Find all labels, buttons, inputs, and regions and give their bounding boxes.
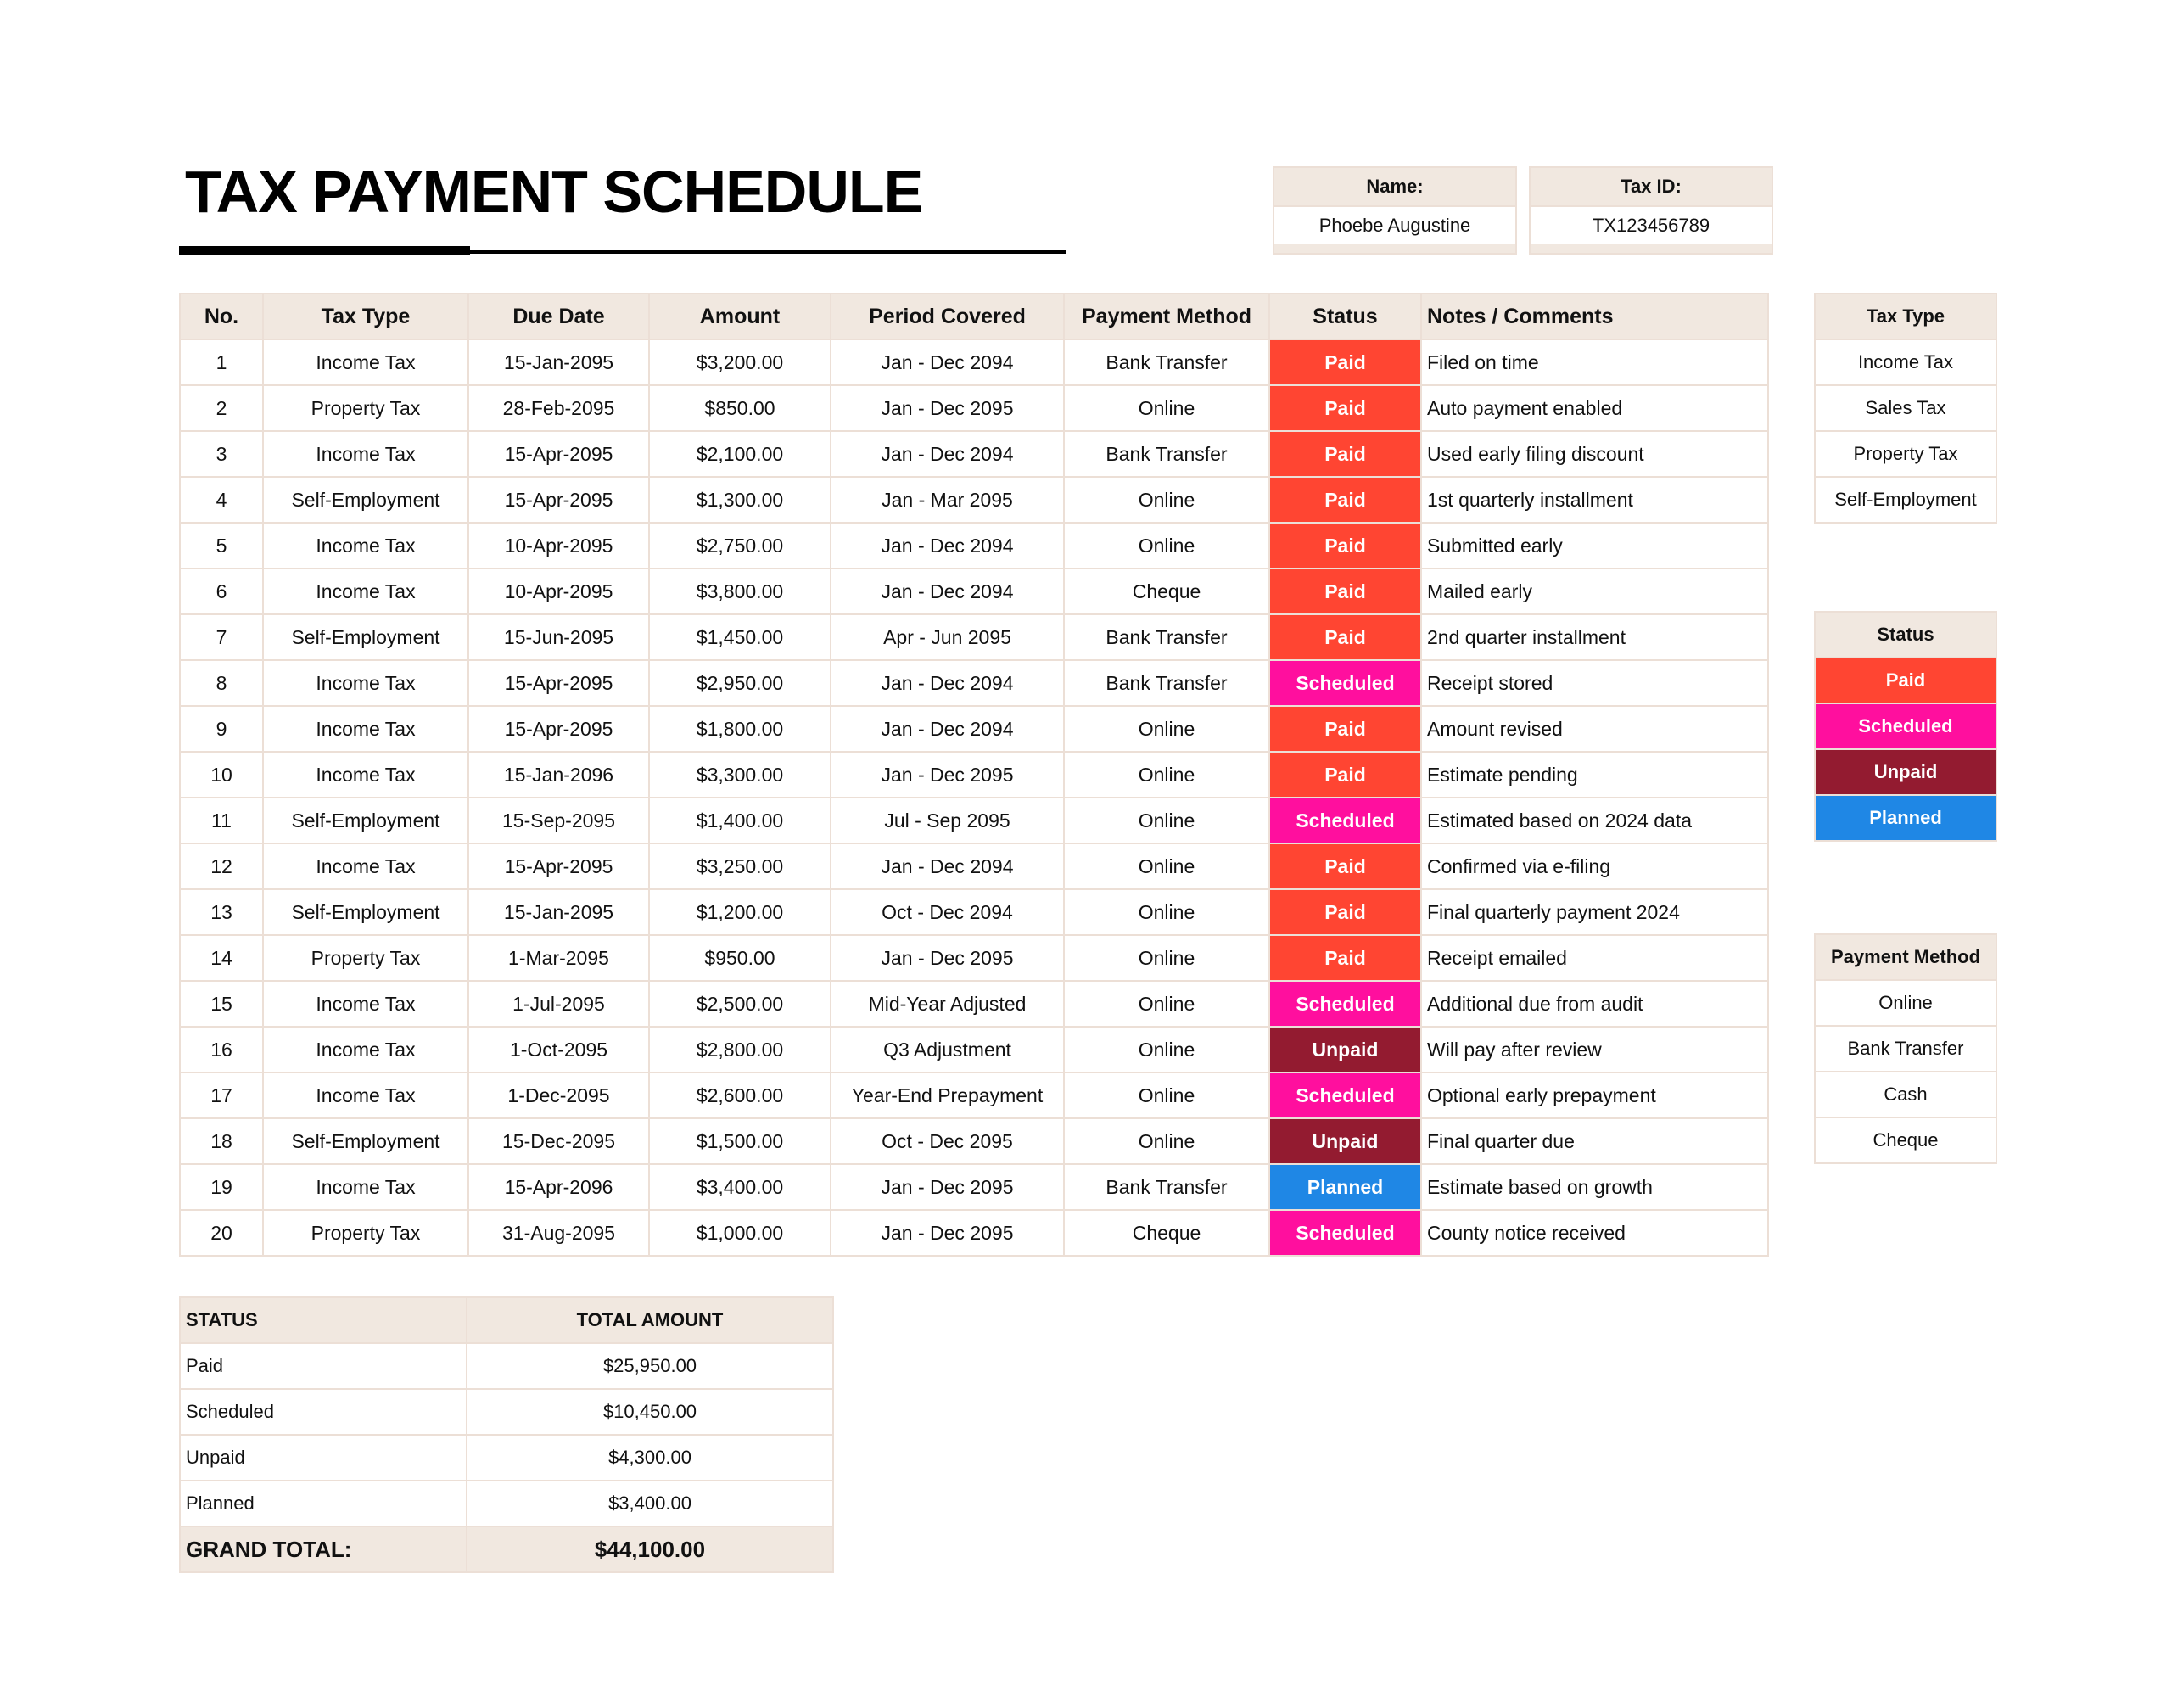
tax-type-option[interactable]: Self-Employment xyxy=(1815,477,1996,523)
cell-amount[interactable]: $950.00 xyxy=(649,935,831,981)
payment-method-option[interactable]: Cash xyxy=(1815,1072,1996,1117)
col-header-no: No. xyxy=(180,294,263,339)
cell-payment-method[interactable]: Bank Transfer xyxy=(1064,660,1269,706)
cell-status[interactable]: Paid xyxy=(1269,614,1421,660)
cell-status[interactable]: Scheduled xyxy=(1269,798,1421,843)
table-row xyxy=(180,1118,1768,1164)
cell-notes[interactable]: Receipt stored xyxy=(1421,660,1768,706)
cell-due-date[interactable]: 15-Jan-2096 xyxy=(468,752,649,798)
cell-payment-method[interactable]: Bank Transfer xyxy=(1064,339,1269,385)
cell-amount[interactable]: $2,950.00 xyxy=(649,660,831,706)
cell-amount[interactable]: $2,500.00 xyxy=(649,981,831,1027)
cell-no[interactable]: 18 xyxy=(180,1118,263,1164)
cell-notes[interactable]: Receipt emailed xyxy=(1421,935,1768,981)
cell-tax-type[interactable]: Income Tax xyxy=(263,752,468,798)
cell-tax-type[interactable]: Property Tax xyxy=(263,935,468,981)
cell-due-date[interactable]: 31-Aug-2095 xyxy=(468,1210,649,1256)
col-header-status: Status xyxy=(1269,294,1421,339)
cell-no[interactable]: 1 xyxy=(180,339,263,385)
cell-payment-method[interactable]: Online xyxy=(1064,889,1269,935)
cell-no[interactable]: 14 xyxy=(180,935,263,981)
cell-no[interactable]: 10 xyxy=(180,752,263,798)
cell-period[interactable]: Jan - Dec 2095 xyxy=(831,752,1064,798)
summary-col-total: TOTAL AMOUNT xyxy=(467,1297,833,1343)
tax-type-list-header: Tax Type xyxy=(1815,294,1996,339)
cell-no[interactable]: 13 xyxy=(180,889,263,935)
cell-amount[interactable]: $3,800.00 xyxy=(649,568,831,614)
cell-tax-type[interactable]: Property Tax xyxy=(263,1210,468,1256)
cell-notes[interactable]: Auto payment enabled xyxy=(1421,385,1768,431)
cell-status[interactable]: Paid xyxy=(1269,339,1421,385)
cell-due-date[interactable]: 15-Apr-2095 xyxy=(468,843,649,889)
cell-due-date[interactable]: 15-Jan-2095 xyxy=(468,889,649,935)
cell-status[interactable]: Paid xyxy=(1269,385,1421,431)
cell-notes[interactable]: Estimate pending xyxy=(1421,752,1768,798)
cell-tax-type[interactable]: Income Tax xyxy=(263,1072,468,1118)
cell-due-date[interactable]: 15-Apr-2095 xyxy=(468,660,649,706)
col-header-due-date: Due Date xyxy=(468,294,649,339)
cell-no[interactable]: 16 xyxy=(180,1027,263,1072)
cell-due-date[interactable]: 1-Jul-2095 xyxy=(468,981,649,1027)
status-option-paid[interactable]: Paid xyxy=(1815,658,1996,703)
cell-status[interactable]: Planned xyxy=(1269,1164,1421,1210)
cell-due-date[interactable]: 1-Oct-2095 xyxy=(468,1027,649,1072)
summary-col-status: STATUS xyxy=(180,1297,467,1343)
cell-period[interactable]: Oct - Dec 2095 xyxy=(831,1118,1064,1164)
cell-due-date[interactable]: 10-Apr-2095 xyxy=(468,523,649,568)
cell-payment-method[interactable]: Cheque xyxy=(1064,568,1269,614)
cell-notes[interactable]: Estimated based on 2024 data xyxy=(1421,798,1768,843)
cell-notes[interactable]: Optional early prepayment xyxy=(1421,1072,1768,1118)
table-row xyxy=(180,1164,1768,1210)
status-option-unpaid[interactable]: Unpaid xyxy=(1815,749,1996,795)
table-row xyxy=(180,523,1768,568)
cell-payment-method[interactable]: Online xyxy=(1064,706,1269,752)
summary-total: $4,300.00 xyxy=(467,1435,833,1481)
cell-notes[interactable]: Filed on time xyxy=(1421,339,1768,385)
cell-amount[interactable]: $1,450.00 xyxy=(649,614,831,660)
table-row xyxy=(180,385,1768,431)
table-row xyxy=(180,752,1768,798)
cell-due-date[interactable]: 15-Apr-2095 xyxy=(468,431,649,477)
cell-status[interactable]: Unpaid xyxy=(1269,1027,1421,1072)
tax-type-list xyxy=(1814,293,1997,524)
cell-tax-type[interactable]: Income Tax xyxy=(263,523,468,568)
tax-type-option[interactable]: Property Tax xyxy=(1815,431,1996,477)
payment-method-option[interactable]: Bank Transfer xyxy=(1815,1026,1996,1072)
payment-method-option[interactable]: Online xyxy=(1815,980,1996,1026)
table-row xyxy=(180,614,1768,660)
cell-status[interactable]: Scheduled xyxy=(1269,1210,1421,1256)
cell-period[interactable]: Jan - Mar 2095 xyxy=(831,477,1064,523)
summary-total: $3,400.00 xyxy=(467,1481,833,1526)
cell-tax-type[interactable]: Income Tax xyxy=(263,1027,468,1072)
cell-due-date[interactable]: 28-Feb-2095 xyxy=(468,385,649,431)
table-row xyxy=(180,1072,1768,1118)
summary-row xyxy=(180,1389,833,1435)
col-header-tax-type: Tax Type xyxy=(263,294,468,339)
cell-no[interactable]: 19 xyxy=(180,1164,263,1210)
cell-tax-type[interactable]: Self-Employment xyxy=(263,798,468,843)
cell-period[interactable]: Jan - Dec 2095 xyxy=(831,385,1064,431)
status-option-planned[interactable]: Planned xyxy=(1815,795,1996,841)
table-row xyxy=(180,660,1768,706)
cell-no[interactable]: 4 xyxy=(180,477,263,523)
cell-payment-method[interactable]: Bank Transfer xyxy=(1064,431,1269,477)
cell-payment-method[interactable]: Online xyxy=(1064,798,1269,843)
cell-notes[interactable]: Final quarterly payment 2024 xyxy=(1421,889,1768,935)
cell-status[interactable]: Paid xyxy=(1269,568,1421,614)
cell-payment-method[interactable]: Bank Transfer xyxy=(1064,1164,1269,1210)
cell-notes[interactable]: Used early filing discount xyxy=(1421,431,1768,477)
cell-notes[interactable]: Estimate based on growth xyxy=(1421,1164,1768,1210)
cell-payment-method[interactable]: Online xyxy=(1064,981,1269,1027)
cell-period[interactable]: Year-End Prepayment xyxy=(831,1072,1064,1118)
cell-amount[interactable]: $850.00 xyxy=(649,385,831,431)
cell-due-date[interactable]: 15-Apr-2095 xyxy=(468,477,649,523)
cell-notes[interactable]: County notice received xyxy=(1421,1210,1768,1256)
cell-notes[interactable]: Confirmed via e-filing xyxy=(1421,843,1768,889)
cell-period[interactable]: Oct - Dec 2094 xyxy=(831,889,1064,935)
cell-amount[interactable]: $1,300.00 xyxy=(649,477,831,523)
cell-due-date[interactable]: 15-Jan-2095 xyxy=(468,339,649,385)
col-header-notes: Notes / Comments xyxy=(1421,294,1768,339)
cell-payment-method[interactable]: Online xyxy=(1064,385,1269,431)
cell-no[interactable]: 3 xyxy=(180,431,263,477)
cell-amount[interactable]: $1,800.00 xyxy=(649,706,831,752)
cell-no[interactable]: 7 xyxy=(180,614,263,660)
cell-period[interactable]: Jan - Dec 2095 xyxy=(831,1164,1064,1210)
cell-tax-type[interactable]: Income Tax xyxy=(263,660,468,706)
cell-status[interactable]: Paid xyxy=(1269,752,1421,798)
cell-payment-method[interactable]: Online xyxy=(1064,1072,1269,1118)
cell-notes[interactable]: Submitted early xyxy=(1421,523,1768,568)
cell-period[interactable]: Jan - Dec 2094 xyxy=(831,523,1064,568)
cell-tax-type[interactable]: Income Tax xyxy=(263,981,468,1027)
table-row xyxy=(180,1210,1768,1256)
cell-no[interactable]: 15 xyxy=(180,981,263,1027)
payment-method-list xyxy=(1814,933,1997,1164)
cell-amount[interactable]: $3,400.00 xyxy=(649,1164,831,1210)
status-list-header: Status xyxy=(1815,612,1996,658)
cell-payment-method[interactable]: Online xyxy=(1064,1027,1269,1072)
cell-due-date[interactable]: 15-Apr-2096 xyxy=(468,1164,649,1210)
cell-payment-method[interactable]: Online xyxy=(1064,752,1269,798)
cell-period[interactable]: Jan - Dec 2095 xyxy=(831,935,1064,981)
cell-due-date[interactable]: 15-Sep-2095 xyxy=(468,798,649,843)
cell-amount[interactable]: $2,100.00 xyxy=(649,431,831,477)
cell-tax-type[interactable]: Income Tax xyxy=(263,843,468,889)
status-summary-table xyxy=(179,1296,834,1573)
cell-no[interactable]: 8 xyxy=(180,660,263,706)
taxid-label: Tax ID: xyxy=(1621,176,1682,197)
cell-amount[interactable]: $3,250.00 xyxy=(649,843,831,889)
cell-no[interactable]: 6 xyxy=(180,568,263,614)
cell-period[interactable]: Jan - Dec 2094 xyxy=(831,660,1064,706)
status-option-scheduled[interactable]: Scheduled xyxy=(1815,703,1996,749)
cell-period[interactable]: Jan - Dec 2094 xyxy=(831,843,1064,889)
cell-payment-method[interactable]: Cheque xyxy=(1064,1210,1269,1256)
cell-amount[interactable]: $1,200.00 xyxy=(649,889,831,935)
cell-tax-type[interactable]: Income Tax xyxy=(263,431,468,477)
cell-no[interactable]: 12 xyxy=(180,843,263,889)
cell-no[interactable]: 17 xyxy=(180,1072,263,1118)
table-row xyxy=(180,981,1768,1027)
cell-period[interactable]: Mid-Year Adjusted xyxy=(831,981,1064,1027)
cell-tax-type[interactable]: Self-Employment xyxy=(263,477,468,523)
cell-amount[interactable]: $2,600.00 xyxy=(649,1072,831,1118)
taxid-value[interactable]: TX123456789 xyxy=(1531,205,1772,244)
cell-status[interactable]: Paid xyxy=(1269,523,1421,568)
table-row xyxy=(180,935,1768,981)
cell-payment-method[interactable]: Online xyxy=(1064,477,1269,523)
grand-total-row xyxy=(180,1526,833,1572)
cell-tax-type[interactable]: Self-Employment xyxy=(263,1118,468,1164)
cell-tax-type[interactable]: Income Tax xyxy=(263,568,468,614)
cell-due-date[interactable]: 15-Jun-2095 xyxy=(468,614,649,660)
name-label: Name: xyxy=(1366,176,1424,197)
cell-no[interactable]: 2 xyxy=(180,385,263,431)
cell-period[interactable]: Apr - Jun 2095 xyxy=(831,614,1064,660)
cell-no[interactable]: 5 xyxy=(180,523,263,568)
cell-status[interactable]: Scheduled xyxy=(1269,1072,1421,1118)
col-header-amount: Amount xyxy=(649,294,831,339)
cell-payment-method[interactable]: Bank Transfer xyxy=(1064,614,1269,660)
cell-period[interactable]: Jan - Dec 2094 xyxy=(831,706,1064,752)
cell-payment-method[interactable]: Online xyxy=(1064,523,1269,568)
col-header-payment-method: Payment Method xyxy=(1064,294,1269,339)
cell-no[interactable]: 20 xyxy=(180,1210,263,1256)
summary-status: Planned xyxy=(180,1481,467,1526)
cell-notes[interactable]: Additional due from audit xyxy=(1421,981,1768,1027)
cell-period[interactable]: Jan - Dec 2094 xyxy=(831,339,1064,385)
payment-method-list-header: Payment Method xyxy=(1815,934,1996,980)
cell-due-date[interactable]: 1-Mar-2095 xyxy=(468,935,649,981)
table-row xyxy=(180,1027,1768,1072)
cell-amount[interactable]: $1,500.00 xyxy=(649,1118,831,1164)
cell-amount[interactable]: $1,000.00 xyxy=(649,1210,831,1256)
cell-period[interactable]: Jul - Sep 2095 xyxy=(831,798,1064,843)
cell-status[interactable]: Scheduled xyxy=(1269,981,1421,1027)
cell-amount[interactable]: $1,400.00 xyxy=(649,798,831,843)
status-list xyxy=(1814,611,1997,842)
summary-status: Unpaid xyxy=(180,1435,467,1481)
name-box xyxy=(1273,166,1517,255)
table-row xyxy=(180,843,1768,889)
cell-notes[interactable]: Final quarter due xyxy=(1421,1118,1768,1164)
cell-period[interactable]: Jan - Dec 2095 xyxy=(831,1210,1064,1256)
cell-tax-type[interactable]: Property Tax xyxy=(263,385,468,431)
table-row xyxy=(180,706,1768,752)
name-value[interactable]: Phoebe Augustine xyxy=(1274,205,1515,244)
cell-payment-method[interactable]: Online xyxy=(1064,843,1269,889)
cell-payment-method[interactable]: Online xyxy=(1064,935,1269,981)
table-row xyxy=(180,889,1768,935)
cell-tax-type[interactable]: Income Tax xyxy=(263,706,468,752)
table-header-row xyxy=(180,294,1768,339)
table-row xyxy=(180,798,1768,843)
cell-notes[interactable]: Amount revised xyxy=(1421,706,1768,752)
payment-method-option[interactable]: Cheque xyxy=(1815,1117,1996,1163)
cell-notes[interactable]: Will pay after review xyxy=(1421,1027,1768,1072)
cell-no[interactable]: 9 xyxy=(180,706,263,752)
cell-status[interactable]: Paid xyxy=(1269,843,1421,889)
grand-total-label: GRAND TOTAL: xyxy=(180,1526,467,1572)
summary-total: $25,950.00 xyxy=(467,1343,833,1389)
cell-tax-type[interactable]: Income Tax xyxy=(263,1164,468,1210)
table-row xyxy=(180,568,1768,614)
cell-status[interactable]: Scheduled xyxy=(1269,660,1421,706)
payment-schedule-table xyxy=(179,293,1769,1257)
cell-status[interactable]: Paid xyxy=(1269,935,1421,981)
cell-due-date[interactable]: 15-Dec-2095 xyxy=(468,1118,649,1164)
tax-type-option[interactable]: Sales Tax xyxy=(1815,385,1996,431)
summary-total: $10,450.00 xyxy=(467,1389,833,1435)
summary-row xyxy=(180,1343,833,1389)
table-row xyxy=(180,477,1768,523)
cell-due-date[interactable]: 1-Dec-2095 xyxy=(468,1072,649,1118)
title-underline-accent xyxy=(179,246,470,255)
col-header-period: Period Covered xyxy=(831,294,1064,339)
cell-notes[interactable]: Mailed early xyxy=(1421,568,1768,614)
cell-status[interactable]: Paid xyxy=(1269,889,1421,935)
cell-amount[interactable]: $2,800.00 xyxy=(649,1027,831,1072)
cell-tax-type[interactable]: Income Tax xyxy=(263,339,468,385)
cell-period[interactable]: Jan - Dec 2094 xyxy=(831,431,1064,477)
cell-status[interactable]: Unpaid xyxy=(1269,1118,1421,1164)
cell-amount[interactable]: $3,300.00 xyxy=(649,752,831,798)
grand-total-value: $44,100.00 xyxy=(467,1526,833,1572)
cell-status[interactable]: Paid xyxy=(1269,706,1421,752)
summary-row xyxy=(180,1481,833,1526)
cell-due-date[interactable]: 15-Apr-2095 xyxy=(468,706,649,752)
summary-status: Scheduled xyxy=(180,1389,467,1435)
cell-tax-type[interactable]: Self-Employment xyxy=(263,889,468,935)
cell-due-date[interactable]: 10-Apr-2095 xyxy=(468,568,649,614)
tax-type-option[interactable]: Income Tax xyxy=(1815,339,1996,385)
cell-amount[interactable]: $3,200.00 xyxy=(649,339,831,385)
cell-period[interactable]: Jan - Dec 2094 xyxy=(831,568,1064,614)
cell-amount[interactable]: $2,750.00 xyxy=(649,523,831,568)
cell-status[interactable]: Paid xyxy=(1269,477,1421,523)
cell-no[interactable]: 11 xyxy=(180,798,263,843)
cell-tax-type[interactable]: Self-Employment xyxy=(263,614,468,660)
cell-status[interactable]: Paid xyxy=(1269,431,1421,477)
cell-period[interactable]: Q3 Adjustment xyxy=(831,1027,1064,1072)
taxid-box xyxy=(1529,166,1773,255)
cell-notes[interactable]: 1st quarterly installment xyxy=(1421,477,1768,523)
summary-status: Paid xyxy=(180,1343,467,1389)
table-row xyxy=(180,339,1768,385)
page-title: TAX PAYMENT SCHEDULE xyxy=(185,159,923,225)
cell-payment-method[interactable]: Online xyxy=(1064,1118,1269,1164)
table-row xyxy=(180,431,1768,477)
summary-row xyxy=(180,1435,833,1481)
cell-notes[interactable]: 2nd quarter installment xyxy=(1421,614,1768,660)
